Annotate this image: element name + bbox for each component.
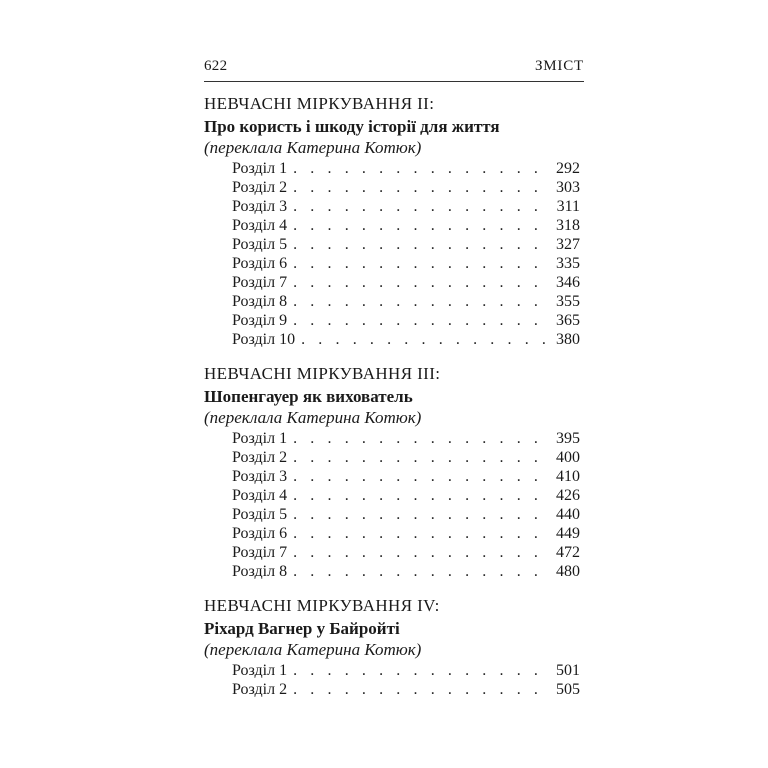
- dot-leader: [293, 524, 546, 543]
- toc-entry-label: Розділ 2: [232, 179, 288, 196]
- dot-leader: [293, 273, 546, 292]
- dot-leader: [293, 254, 546, 273]
- toc-entry-label: Розділ 2: [232, 449, 288, 466]
- toc-entry-label: Розділ 5: [232, 236, 288, 253]
- toc-entry: [204, 680, 580, 699]
- toc-entry-page: 505: [556, 681, 580, 698]
- toc-entry: [204, 486, 580, 505]
- toc-entry: [204, 505, 580, 524]
- running-title: ЗМІСТ: [534, 58, 584, 74]
- toc-entry-page: 449: [556, 525, 580, 542]
- toc-entry-page: 426: [556, 487, 580, 504]
- toc-entry: [204, 543, 580, 562]
- toc-entry-page: 410: [556, 468, 580, 485]
- dot-leader: [293, 311, 546, 330]
- toc-entry: [204, 235, 580, 254]
- toc-section: [204, 362, 580, 581]
- toc-entry-page: 395: [556, 430, 580, 447]
- toc-entry-page: 292: [556, 160, 580, 177]
- dot-leader: [293, 486, 546, 505]
- toc-entry: [204, 197, 580, 216]
- section-title: НЕВЧАСНІ МІРКУВАННЯ IV:: [204, 596, 440, 615]
- header-divider: [204, 81, 584, 82]
- section-translator: (переклала Катерина Котюк): [204, 640, 422, 659]
- toc-entry: [204, 429, 580, 448]
- toc-entry-page: 346: [556, 274, 580, 291]
- toc-entry: [204, 216, 580, 235]
- section-title: НЕВЧАСНІ МІРКУВАННЯ ІІІ:: [204, 364, 441, 383]
- dot-leader: [293, 292, 546, 311]
- toc-entry: [204, 448, 580, 467]
- section-translator: (переклала Катерина Котюк): [204, 138, 422, 157]
- toc-entry-label: Розділ 3: [232, 468, 288, 485]
- toc-entry-label: Розділ 1: [232, 430, 288, 447]
- section-title: НЕВЧАСНІ МІРКУВАННЯ ІІ:: [204, 94, 435, 113]
- toc-entry-label: Розділ 2: [232, 681, 288, 698]
- dot-leader: [293, 448, 546, 467]
- toc-entry-page: 501: [556, 662, 580, 679]
- toc-entry: [204, 311, 580, 330]
- toc-entry-label: Розділ 10: [232, 331, 296, 348]
- toc-entry-page: 311: [556, 198, 580, 215]
- toc-entry: [204, 661, 580, 680]
- toc-entry-label: Розділ 7: [232, 544, 288, 561]
- dot-leader: [293, 178, 546, 197]
- toc-section: [204, 594, 580, 699]
- toc-entry-page: 440: [556, 506, 580, 523]
- dot-leader: [293, 661, 546, 680]
- dot-leader: [293, 562, 546, 581]
- toc-entry-label: Розділ 6: [232, 255, 288, 272]
- dot-leader: [293, 467, 546, 486]
- dot-leader: [293, 429, 546, 448]
- toc-entry-page: 472: [556, 544, 580, 561]
- toc-entry-page: 303: [556, 179, 580, 196]
- toc-entry: [204, 330, 580, 349]
- toc-entry-page: 355: [556, 293, 580, 310]
- toc-entry-label: Розділ 8: [232, 563, 288, 580]
- toc-entry-page: 327: [556, 236, 580, 253]
- toc-entry-label: Розділ 4: [232, 217, 288, 234]
- toc-entry-label: Розділ 5: [232, 506, 288, 523]
- page-number: 622: [204, 58, 228, 74]
- dot-leader: [293, 159, 546, 178]
- toc-entry: [204, 178, 580, 197]
- dot-leader: [293, 235, 546, 254]
- toc-entry-label: Розділ 9: [232, 312, 288, 329]
- toc-entry-label: Розділ 3: [232, 198, 288, 215]
- table-of-contents: [204, 92, 580, 712]
- toc-entry-label: Розділ 8: [232, 293, 288, 310]
- toc-entry-page: 335: [556, 255, 580, 272]
- toc-entry: [204, 273, 580, 292]
- toc-entry-page: 318: [556, 217, 580, 234]
- section-subtitle: Про користь і шкоду історії для життя: [204, 117, 500, 136]
- toc-entry: [204, 159, 580, 178]
- dot-leader: [293, 197, 546, 216]
- toc-entry-page: 480: [556, 563, 580, 580]
- toc-section: [204, 92, 580, 349]
- toc-entry-label: Розділ 4: [232, 487, 288, 504]
- toc-entry-label: Розділ 7: [232, 274, 288, 291]
- toc-entry: [204, 562, 580, 581]
- toc-entry-page: 365: [556, 312, 580, 329]
- section-translator: (переклала Катерина Котюк): [204, 408, 422, 427]
- dot-leader: [293, 543, 546, 562]
- dot-leader: [293, 680, 546, 699]
- section-subtitle: Шопенгауер як вихователь: [204, 387, 413, 406]
- dot-leader: [293, 216, 546, 235]
- section-subtitle: Ріхард Вагнер у Байройті: [204, 619, 400, 638]
- toc-entry: [204, 254, 580, 273]
- toc-entry-label: Розділ 1: [232, 160, 288, 177]
- page-header: [204, 58, 584, 78]
- toc-entry-page: 380: [556, 331, 580, 348]
- dot-leader: [293, 505, 546, 524]
- toc-entry-label: Розділ 1: [232, 662, 288, 679]
- toc-entry: [204, 524, 580, 543]
- toc-entry-page: 400: [556, 449, 580, 466]
- toc-entry: [204, 467, 580, 486]
- dot-leader: [301, 330, 546, 349]
- toc-entry-label: Розділ 6: [232, 525, 288, 542]
- toc-entry: [204, 292, 580, 311]
